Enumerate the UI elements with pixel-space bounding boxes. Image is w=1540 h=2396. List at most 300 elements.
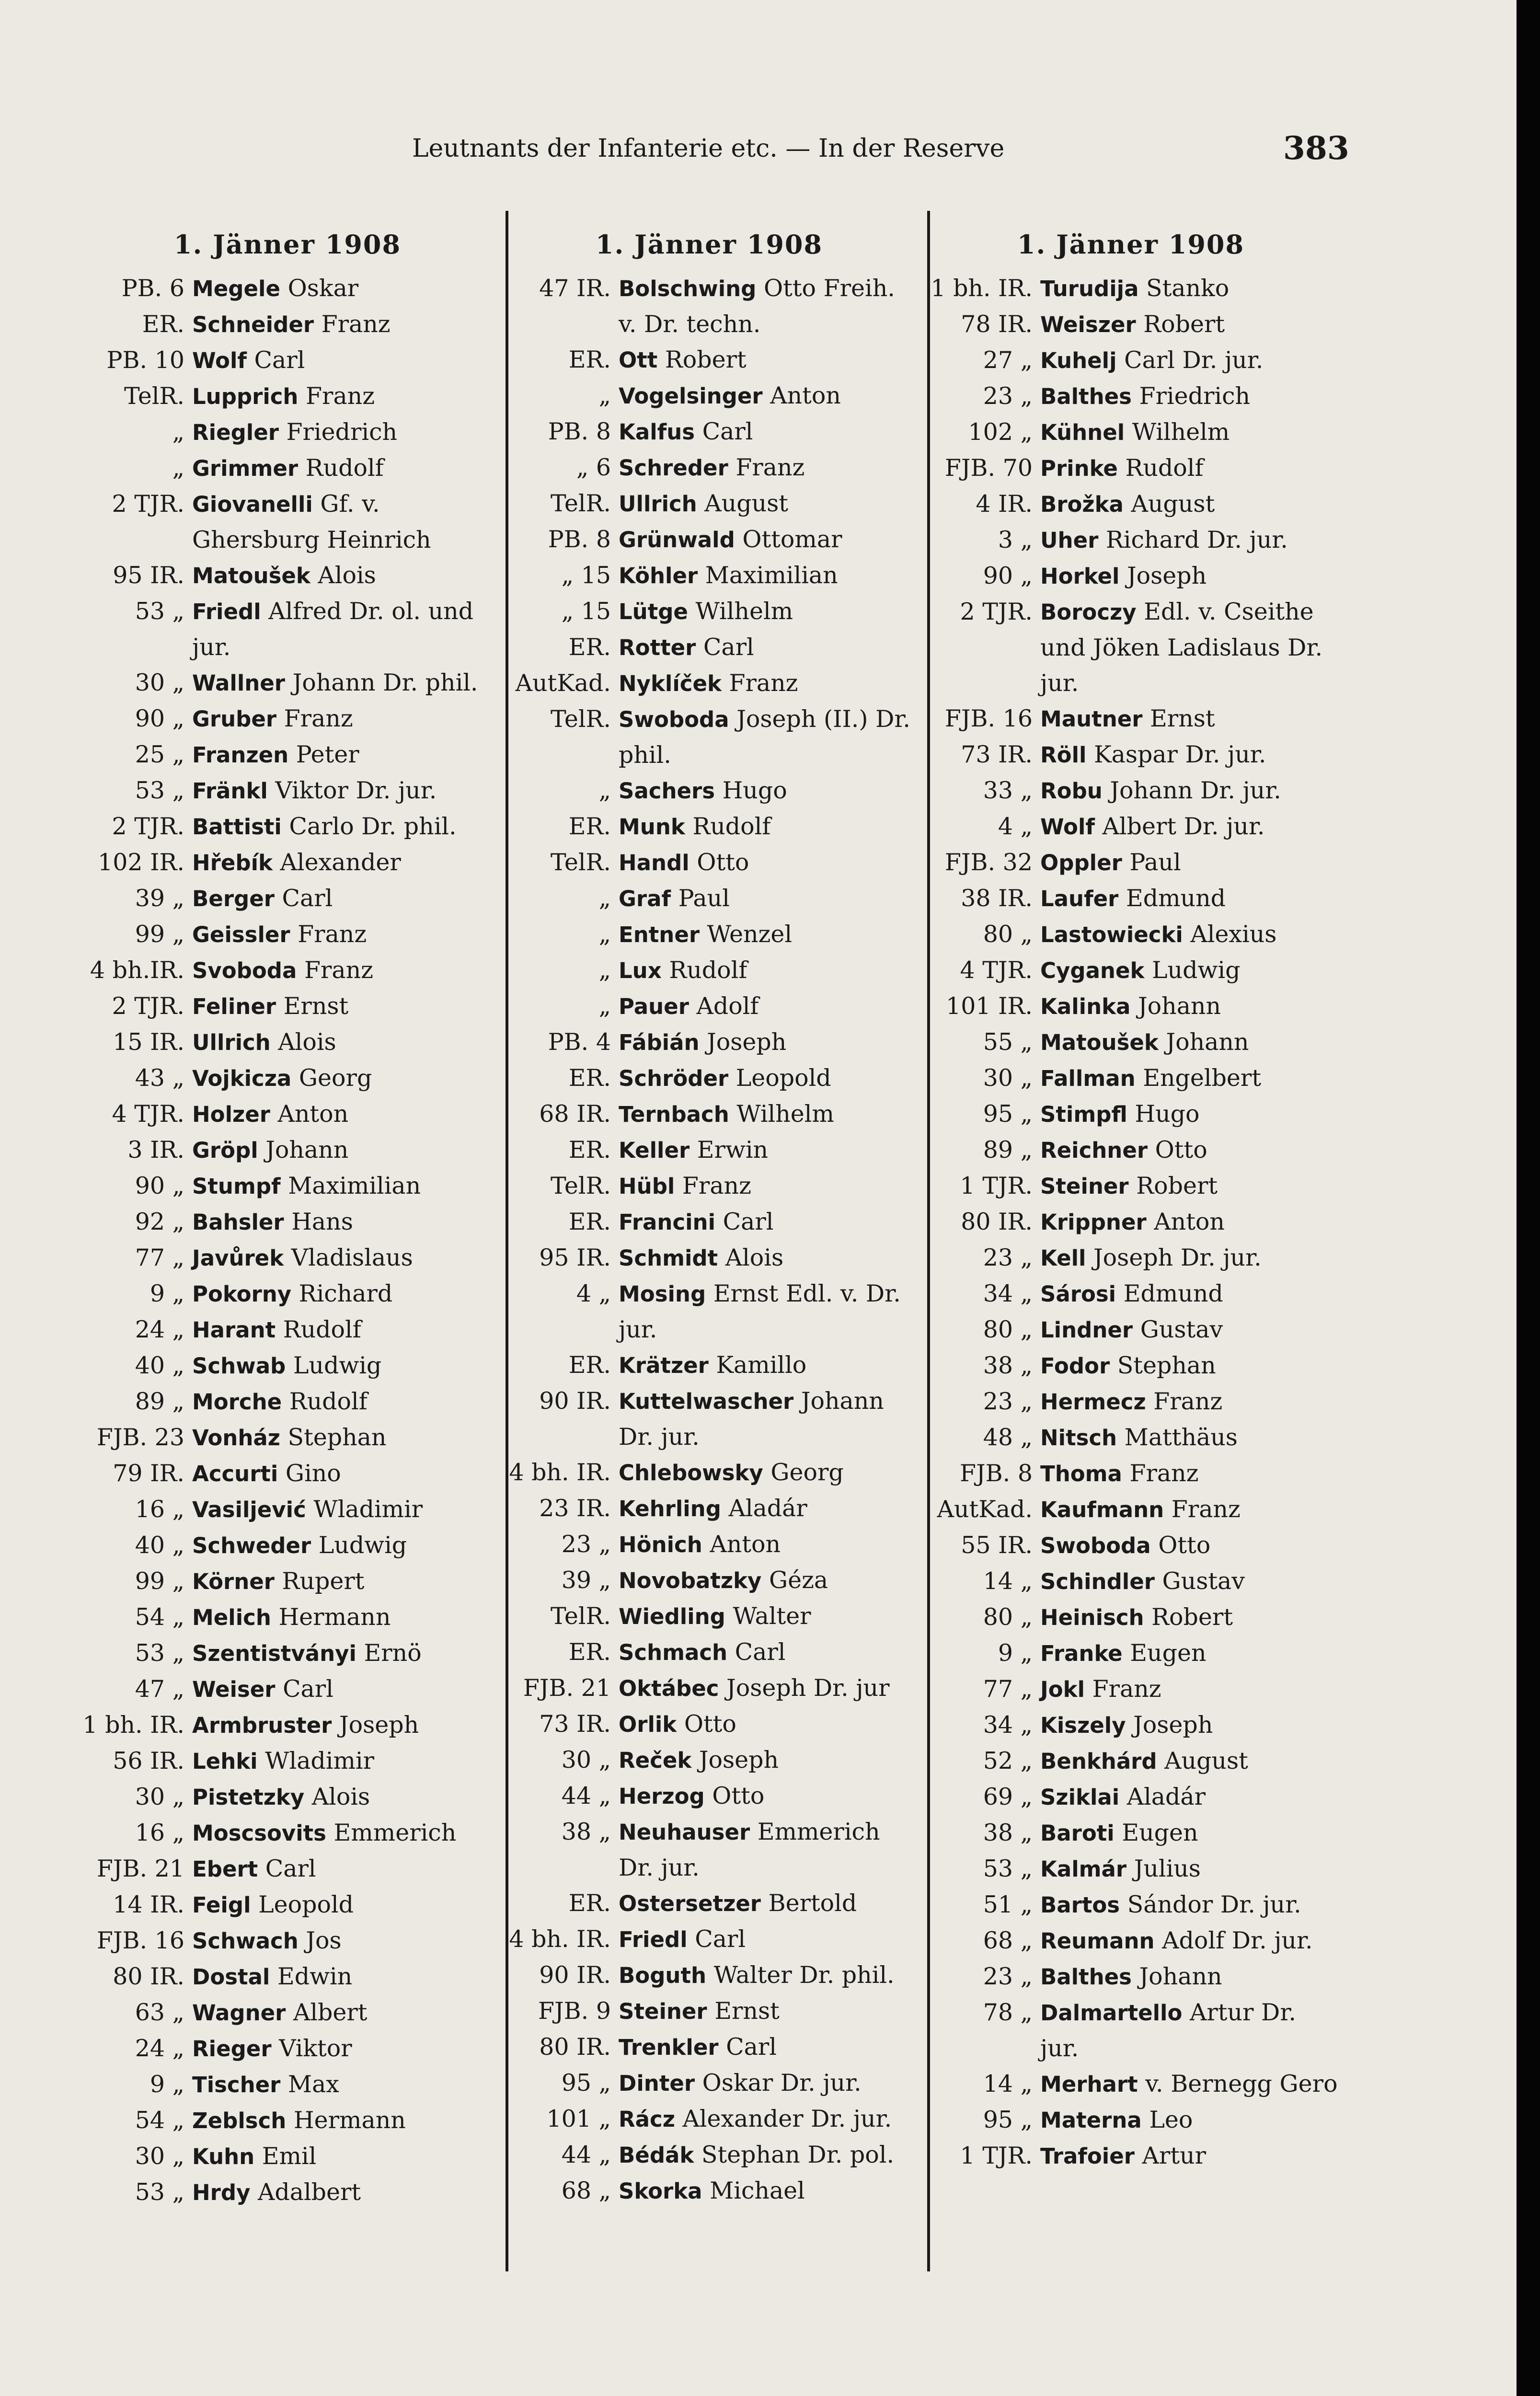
surname: Friedl bbox=[619, 1927, 688, 1952]
surname: Schindler bbox=[1040, 1569, 1155, 1594]
given-name: Stephan bbox=[1117, 1352, 1216, 1379]
list-item bbox=[72, 450, 503, 486]
surname: Rieger bbox=[192, 2036, 272, 2062]
entry-name bbox=[1040, 1851, 1342, 1887]
surname: Dalmartello bbox=[1040, 2000, 1183, 2026]
list-item bbox=[498, 773, 920, 809]
given-name: Leo bbox=[1149, 2106, 1193, 2133]
unit-label: 30 „ bbox=[135, 1783, 184, 1810]
entry-name bbox=[192, 989, 503, 1025]
unit-label: 101 „ bbox=[546, 2105, 611, 2132]
surname: Mautner bbox=[1040, 706, 1143, 732]
entry-name bbox=[192, 1636, 503, 1671]
entry-name bbox=[192, 1959, 503, 1995]
unit-label: „ bbox=[172, 454, 184, 482]
surname: Oppler bbox=[1040, 850, 1122, 875]
unit-label: 4 TJR. bbox=[112, 1100, 184, 1128]
entry-name bbox=[1040, 271, 1342, 307]
unit-label: 68 „ bbox=[561, 2177, 611, 2204]
unit-label: 90 „ bbox=[135, 1172, 184, 1199]
surname: Riegler bbox=[192, 420, 279, 445]
surname: Schmach bbox=[619, 1640, 728, 1665]
entry-name bbox=[192, 845, 503, 881]
list-item bbox=[498, 881, 920, 917]
unit-label: 9 „ bbox=[149, 2071, 184, 2098]
given-name: Carl bbox=[265, 1855, 316, 1882]
unit-label: 39 „ bbox=[561, 1567, 611, 1594]
entry-name bbox=[1040, 1204, 1342, 1240]
entry-name bbox=[619, 1563, 920, 1599]
surname: Jokl bbox=[1040, 1677, 1085, 1702]
unit-label: 79 IR. bbox=[113, 1460, 184, 1487]
surname: Schreder bbox=[619, 455, 728, 481]
given-name: Georg bbox=[299, 1064, 372, 1092]
list-item bbox=[72, 701, 503, 737]
given-name: Julius bbox=[1134, 1855, 1201, 1882]
entry-name bbox=[619, 881, 920, 917]
given-name: Gustav bbox=[1140, 1316, 1223, 1343]
unit-label: 2 TJR. bbox=[960, 598, 1033, 625]
list-item bbox=[920, 1492, 1342, 1528]
surname: Holzer bbox=[192, 1102, 270, 1127]
entry-name bbox=[192, 1420, 503, 1456]
surname: Sziklai bbox=[1040, 1785, 1120, 1810]
unit-label: „ bbox=[172, 418, 184, 446]
unit-label: 89 „ bbox=[983, 1136, 1033, 1163]
list-item bbox=[72, 1851, 503, 1887]
list-item bbox=[498, 989, 920, 1025]
given-name: Aladár bbox=[728, 1495, 807, 1522]
surname: Ott bbox=[619, 347, 658, 373]
entry-name bbox=[192, 701, 503, 737]
entry-name bbox=[619, 1204, 920, 1240]
column-heading: 1. Jänner 1908 bbox=[1017, 229, 1245, 260]
given-name: Alois bbox=[311, 1783, 370, 1810]
given-name: Richard Dr. jur. bbox=[1105, 526, 1288, 553]
unit-label: 90 „ bbox=[135, 705, 184, 732]
given-name: Edmund bbox=[1126, 885, 1226, 912]
list-item bbox=[920, 558, 1342, 594]
entry-name bbox=[619, 2101, 920, 2137]
unit-label: PB. 8 bbox=[548, 418, 611, 445]
entry-name bbox=[1040, 522, 1342, 558]
surname: Bolschwing bbox=[619, 276, 757, 301]
given-name: Hugo bbox=[1135, 1100, 1200, 1128]
list-item bbox=[498, 2101, 920, 2137]
surname: Skorka bbox=[619, 2178, 702, 2204]
given-name: Carl bbox=[702, 418, 753, 445]
entry-name bbox=[192, 271, 503, 307]
surname: Kalmár bbox=[1040, 1856, 1127, 1882]
surname: Weiser bbox=[192, 1677, 276, 1702]
list-item bbox=[72, 665, 503, 701]
unit-label: PB. 8 bbox=[548, 526, 611, 553]
surname: Lindner bbox=[1040, 1317, 1133, 1343]
given-name: Engelbert bbox=[1143, 1064, 1262, 1092]
list-item bbox=[498, 1635, 920, 1670]
surname: Ullrich bbox=[192, 1030, 271, 1055]
list-item bbox=[920, 1240, 1342, 1276]
given-name: Alois bbox=[278, 1028, 336, 1056]
given-name: Paul bbox=[678, 885, 730, 912]
list-item bbox=[498, 1814, 920, 1886]
given-name: Sándor Dr. jur. bbox=[1127, 1891, 1301, 1918]
unit-label: 68 „ bbox=[983, 1927, 1033, 1954]
entry-name bbox=[192, 1492, 503, 1528]
given-name: Stephan bbox=[287, 1424, 387, 1451]
unit-label: 16 „ bbox=[135, 1819, 184, 1846]
list-item bbox=[498, 1670, 920, 1706]
unit-label: 2 TJR. bbox=[112, 813, 184, 840]
surname: Uher bbox=[1040, 528, 1099, 553]
entry-name bbox=[1040, 1779, 1342, 1815]
unit-label: 4 TJR. bbox=[960, 956, 1033, 984]
surname: Geissler bbox=[192, 922, 290, 947]
list-item bbox=[72, 809, 503, 845]
entry-name bbox=[192, 450, 503, 486]
unit-label: 95 „ bbox=[983, 2106, 1033, 2133]
unit-label: 80 „ bbox=[983, 1603, 1033, 1631]
given-name: Franz bbox=[1153, 1388, 1223, 1415]
given-name: Otto bbox=[1155, 1136, 1207, 1163]
surname: Stimpfl bbox=[1040, 1102, 1127, 1127]
entry-name bbox=[1040, 2066, 1342, 2102]
entry-name bbox=[192, 1096, 503, 1132]
unit-label: 90 „ bbox=[983, 562, 1033, 589]
surname: Cyganek bbox=[1040, 958, 1145, 983]
unit-label: 77 „ bbox=[135, 1244, 184, 1271]
list-item bbox=[72, 1779, 503, 1815]
entry-name bbox=[619, 630, 920, 666]
unit-label: FJB. 16 bbox=[96, 1927, 184, 1954]
surname: Tischer bbox=[192, 2072, 281, 2097]
given-name: Carl bbox=[283, 1675, 333, 1703]
unit-label: 4 IR. bbox=[976, 490, 1033, 518]
given-name: Johann bbox=[265, 1136, 349, 1163]
entry-name bbox=[1040, 558, 1342, 594]
entry-name bbox=[192, 1312, 503, 1348]
list-item bbox=[72, 1743, 503, 1779]
given-name: Carl bbox=[695, 1925, 746, 1953]
given-name: Franz bbox=[736, 454, 805, 481]
unit-label: 23 „ bbox=[983, 1963, 1033, 1990]
list-item bbox=[72, 773, 503, 809]
list-item bbox=[498, 1060, 920, 1096]
list-item bbox=[920, 2066, 1342, 2102]
given-name: Oskar Dr. jur. bbox=[702, 2069, 862, 2096]
unit-label: 95 IR. bbox=[539, 1244, 611, 1271]
list-item bbox=[498, 845, 920, 881]
unit-label: TelR. bbox=[550, 1172, 611, 1199]
entry-name bbox=[619, 2029, 920, 2065]
unit-label: AutKad. bbox=[937, 1496, 1033, 1523]
entry-name bbox=[192, 379, 503, 415]
unit-label: 24 „ bbox=[135, 2035, 184, 2062]
unit-label: 1 TJR. bbox=[960, 2142, 1033, 2169]
list-item bbox=[72, 2031, 503, 2067]
given-name: Leopold bbox=[736, 1064, 831, 1092]
list-item bbox=[920, 594, 1342, 701]
surname: Gruber bbox=[192, 706, 277, 732]
unit-label: 40 „ bbox=[135, 1352, 184, 1379]
surname: Dinter bbox=[619, 2071, 695, 2096]
entry-list bbox=[498, 271, 920, 2209]
entry-name bbox=[1040, 953, 1342, 989]
given-name: Robert bbox=[1151, 1603, 1233, 1631]
given-name: Johann bbox=[1139, 1963, 1222, 1990]
given-name: Franz bbox=[306, 382, 375, 410]
surname: Reichner bbox=[1040, 1138, 1148, 1163]
list-item bbox=[498, 809, 920, 845]
unit-label: 92 „ bbox=[135, 1208, 184, 1235]
surname: Fábián bbox=[619, 1030, 700, 1055]
entry-name bbox=[619, 1993, 920, 2029]
surname: Melich bbox=[192, 1605, 271, 1630]
list-item bbox=[72, 1420, 503, 1456]
surname: Fodor bbox=[1040, 1353, 1110, 1379]
list-item bbox=[498, 917, 920, 953]
list-item bbox=[72, 379, 503, 415]
unit-label: 43 „ bbox=[135, 1064, 184, 1092]
surname: Balthes bbox=[1040, 384, 1132, 409]
given-name: Rudolf bbox=[289, 1388, 368, 1415]
entry-name bbox=[619, 342, 920, 378]
entry-name bbox=[192, 773, 503, 809]
given-name: Viktor bbox=[279, 2035, 352, 2062]
surname: Fallman bbox=[1040, 1066, 1136, 1091]
surname: Ebert bbox=[192, 1856, 258, 1882]
entry-name bbox=[619, 558, 920, 594]
list-item bbox=[72, 1025, 503, 1060]
given-name: Robert bbox=[665, 346, 747, 373]
unit-label: 95 IR. bbox=[113, 562, 184, 589]
list-item bbox=[498, 2029, 920, 2065]
given-name: Johann bbox=[1138, 992, 1221, 1020]
given-name: Franz bbox=[284, 705, 353, 732]
entry-name bbox=[1040, 1132, 1342, 1168]
unit-label: FJB. 8 bbox=[960, 1460, 1033, 1487]
surname: Wallner bbox=[192, 670, 285, 696]
list-item bbox=[920, 522, 1342, 558]
entry-name bbox=[619, 1778, 920, 1814]
given-name: Friedrich bbox=[286, 418, 398, 446]
given-name: Wilhelm bbox=[736, 1100, 834, 1128]
unit-label: 30 „ bbox=[135, 669, 184, 696]
given-name: Joseph bbox=[707, 1028, 787, 1056]
entry-name bbox=[192, 1456, 503, 1492]
given-name: Kaspar Dr. jur. bbox=[1094, 741, 1266, 768]
entry-name bbox=[192, 881, 503, 917]
unit-label: 73 IR. bbox=[961, 741, 1033, 768]
list-item bbox=[498, 342, 920, 378]
unit-label: 40 „ bbox=[135, 1532, 184, 1559]
surname: Boguth bbox=[619, 1963, 707, 1988]
list-item bbox=[72, 737, 503, 773]
list-item bbox=[72, 307, 503, 343]
unit-label: 23 „ bbox=[561, 1531, 611, 1558]
list-item bbox=[920, 1276, 1342, 1312]
surname: Vasiljević bbox=[192, 1497, 306, 1522]
list-item bbox=[920, 1168, 1342, 1204]
unit-label: 15 IR. bbox=[113, 1028, 184, 1056]
list-item bbox=[920, 1707, 1342, 1743]
entry-name bbox=[192, 2139, 503, 2175]
entry-name bbox=[192, 665, 503, 701]
surname: Kaufmann bbox=[1040, 1497, 1164, 1522]
surname: Keller bbox=[619, 1138, 690, 1163]
list-item bbox=[498, 1276, 920, 1348]
surname: Hřebík bbox=[192, 850, 273, 875]
entry-name bbox=[1040, 450, 1342, 486]
given-name: Rupert bbox=[282, 1567, 365, 1595]
list-item bbox=[72, 1564, 503, 1600]
entry-name bbox=[1040, 1995, 1342, 2066]
surname: Körner bbox=[192, 1569, 275, 1594]
entry-name bbox=[1040, 1348, 1342, 1384]
list-item bbox=[498, 1204, 920, 1240]
unit-label: 30 „ bbox=[561, 1746, 611, 1774]
entry-name bbox=[192, 1671, 503, 1707]
surname: Brožka bbox=[1040, 492, 1124, 517]
unit-label: 89 „ bbox=[135, 1388, 184, 1415]
list-item bbox=[498, 1383, 920, 1455]
list-item bbox=[72, 594, 503, 665]
surname: Nitsch bbox=[1040, 1425, 1117, 1451]
surname: Horkel bbox=[1040, 564, 1120, 589]
given-name: Viktor Dr. jur. bbox=[275, 777, 437, 804]
surname: Kühnel bbox=[1040, 420, 1125, 445]
unit-label: 14 „ bbox=[983, 1567, 1033, 1595]
column-heading: 1. Jänner 1908 bbox=[595, 229, 823, 260]
given-name: Walter Dr. phil. bbox=[713, 1961, 895, 1989]
list-item bbox=[920, 379, 1342, 415]
entry-name bbox=[1040, 1671, 1342, 1707]
list-item bbox=[498, 1599, 920, 1635]
list-item bbox=[72, 2103, 503, 2139]
unit-label: TelR. bbox=[550, 705, 611, 733]
surname: Ternbach bbox=[619, 1102, 729, 1127]
given-name: Franz bbox=[298, 921, 367, 948]
surname: Kiszely bbox=[1040, 1713, 1126, 1738]
given-name: v. Bernegg Gero bbox=[1145, 2070, 1338, 2097]
entry-name bbox=[1040, 989, 1342, 1025]
surname: Krippner bbox=[1040, 1210, 1147, 1235]
list-item bbox=[920, 1564, 1342, 1600]
entry-name bbox=[1040, 1492, 1342, 1528]
surname: Kell bbox=[1040, 1245, 1086, 1271]
entry-name bbox=[619, 1276, 920, 1348]
given-name: Kamillo bbox=[716, 1351, 807, 1379]
unit-label: 52 „ bbox=[983, 1747, 1033, 1774]
surname: Vogelsinger bbox=[619, 383, 763, 409]
list-item bbox=[920, 701, 1342, 737]
given-name: Franz bbox=[1092, 1675, 1161, 1703]
given-name: Wenzel bbox=[707, 921, 793, 948]
surname: Bahsler bbox=[192, 1210, 284, 1235]
given-name: Albert bbox=[293, 1999, 368, 2026]
surname: Herzog bbox=[619, 1784, 705, 1809]
surname: Krätzer bbox=[619, 1353, 709, 1378]
entry-name bbox=[619, 1599, 920, 1635]
entry-name bbox=[619, 1491, 920, 1527]
surname: Giovanelli bbox=[192, 492, 313, 517]
given-name: Rudolf bbox=[669, 956, 747, 984]
list-item bbox=[920, 737, 1342, 773]
column-3 bbox=[920, 228, 1342, 2174]
list-item bbox=[920, 1456, 1342, 1492]
given-name: Franz bbox=[321, 311, 391, 338]
entry-name bbox=[1040, 307, 1342, 343]
list-item bbox=[72, 989, 503, 1025]
unit-label: 69 „ bbox=[983, 1783, 1033, 1810]
unit-label: ER. bbox=[568, 1638, 611, 1666]
list-item bbox=[72, 845, 503, 881]
surname: Reumann bbox=[1040, 1928, 1155, 1954]
entry-name bbox=[619, 1025, 920, 1060]
surname: Trafoier bbox=[1040, 2143, 1135, 2169]
entry-name bbox=[192, 1815, 503, 1851]
given-name: Otto bbox=[712, 1782, 765, 1809]
list-item bbox=[72, 1096, 503, 1132]
entry-name bbox=[1040, 1564, 1342, 1600]
given-name: August bbox=[704, 490, 789, 517]
list-item bbox=[920, 881, 1342, 917]
given-name: Emil bbox=[262, 2143, 317, 2170]
surname: Francini bbox=[619, 1210, 716, 1235]
list-item bbox=[498, 2137, 920, 2173]
list-item bbox=[498, 378, 920, 414]
given-name: Géza bbox=[769, 1567, 828, 1594]
entry-name bbox=[192, 1060, 503, 1096]
entry-name bbox=[192, 1995, 503, 2031]
list-item bbox=[920, 1815, 1342, 1851]
list-item bbox=[72, 1348, 503, 1384]
list-item bbox=[920, 1060, 1342, 1096]
entry-name bbox=[619, 809, 920, 845]
unit-label: 3 „ bbox=[998, 526, 1033, 553]
surname: Reček bbox=[619, 1748, 692, 1773]
surname: Dostal bbox=[192, 1964, 270, 1990]
list-item bbox=[920, 1671, 1342, 1707]
given-name: Joseph bbox=[339, 1711, 419, 1739]
surname: Feliner bbox=[192, 994, 276, 1019]
entry-name bbox=[619, 1527, 920, 1563]
list-item bbox=[498, 414, 920, 450]
surname: Ullrich bbox=[619, 491, 697, 517]
given-name: Anton bbox=[277, 1100, 349, 1128]
surname: Handl bbox=[619, 850, 690, 875]
entry-name bbox=[1040, 2102, 1342, 2138]
list-item bbox=[920, 1851, 1342, 1887]
unit-label: ER. bbox=[568, 634, 611, 661]
list-item bbox=[920, 2138, 1342, 2174]
entry-name bbox=[1040, 1168, 1342, 1204]
unit-label: 30 „ bbox=[983, 1064, 1033, 1092]
entry-name bbox=[619, 917, 920, 953]
given-name: Rudolf bbox=[305, 454, 384, 482]
given-name: Alfred Dr. ol. und jur. bbox=[192, 598, 474, 661]
surname: Chlebowsky bbox=[619, 1460, 763, 1486]
given-name: Stanko bbox=[1146, 275, 1230, 302]
list-item bbox=[498, 1240, 920, 1276]
unit-label: FJB. 9 bbox=[538, 1997, 611, 2025]
given-name: Franz bbox=[304, 956, 373, 984]
list-item bbox=[920, 450, 1342, 486]
entry-name bbox=[1040, 881, 1342, 917]
surname: Köhler bbox=[619, 563, 698, 588]
given-name: Adolf Dr. jur. bbox=[1162, 1927, 1313, 1954]
list-item bbox=[920, 1923, 1342, 1959]
